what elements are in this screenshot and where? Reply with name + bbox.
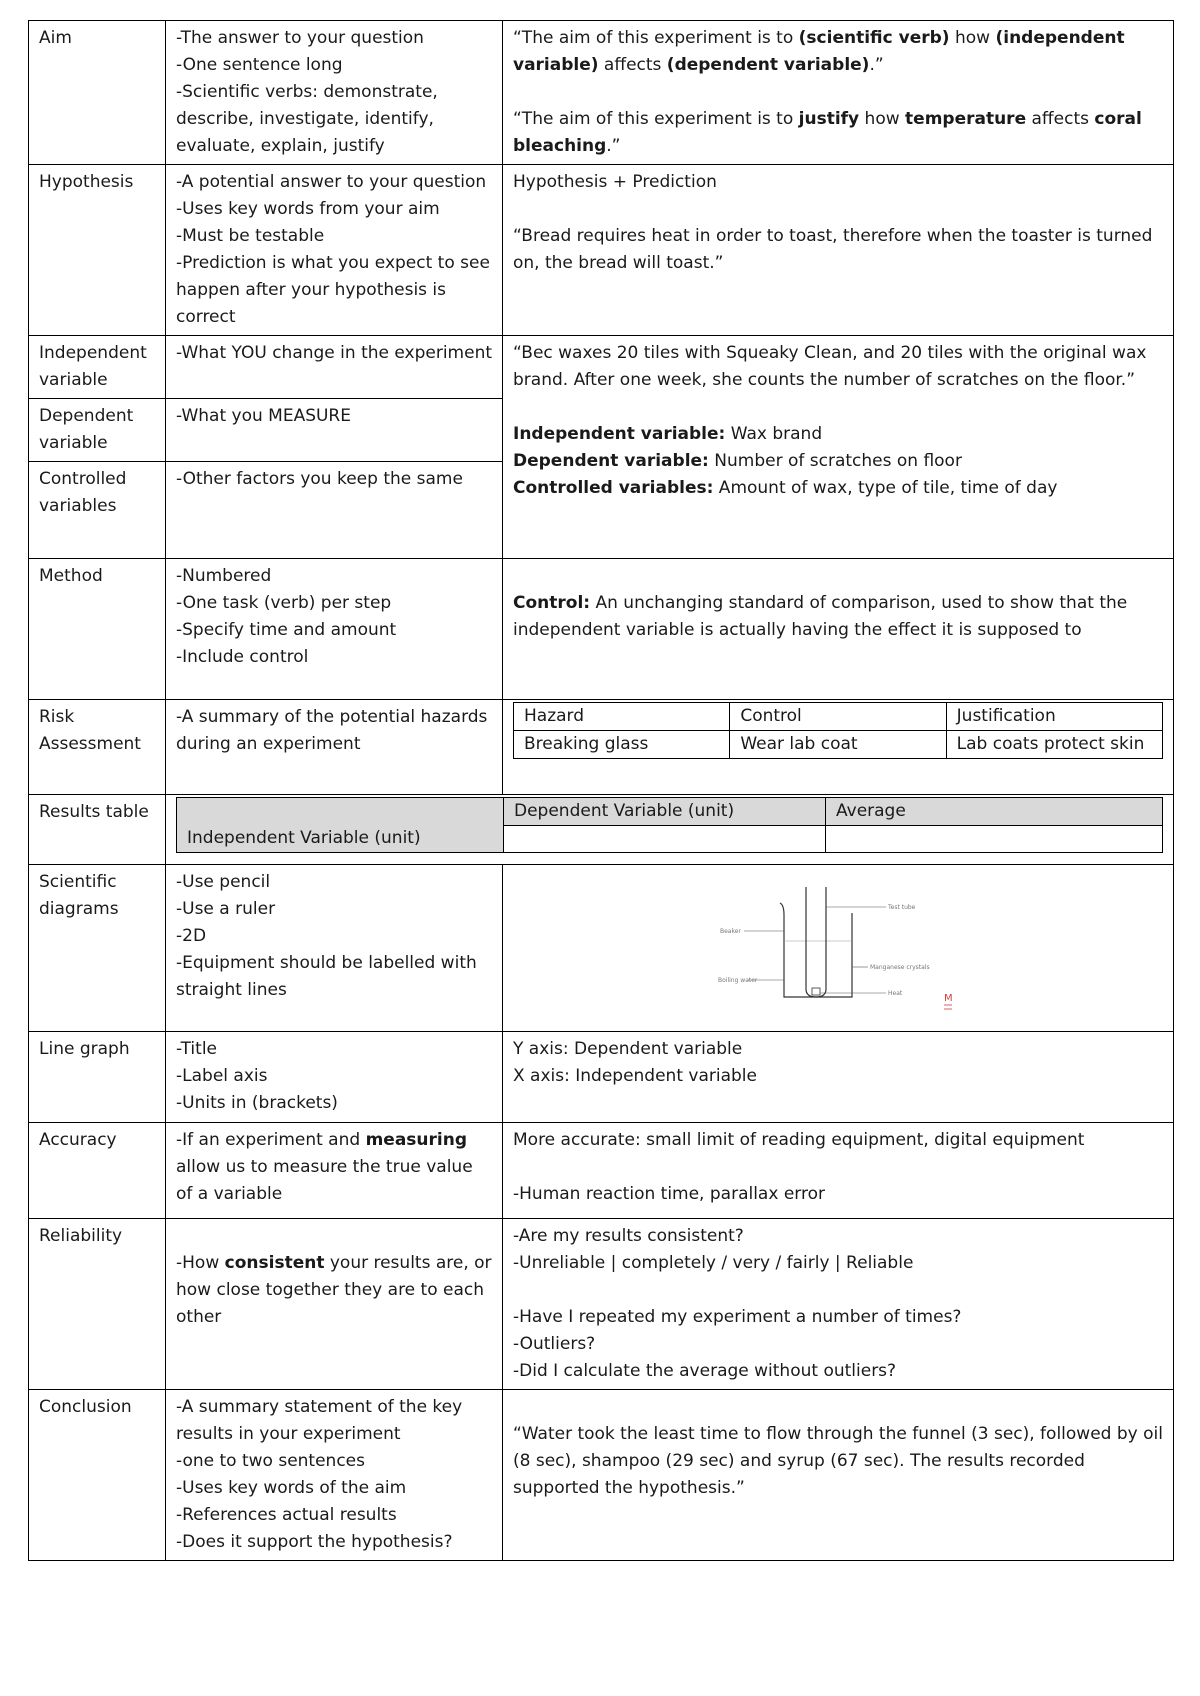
row-reliability <box>29 1219 1174 1390</box>
example-text: “Bec waxes 20 tiles with Squeaky Clean, and 20 tiles with the original wax brand. After one week, she counts the number of scratches on the floor.” <box>513 343 1147 390</box>
header-hazard: Hazard <box>514 703 730 731</box>
example-risk-assessment <box>503 700 1174 795</box>
text: Number of scratches on floor <box>708 451 962 471</box>
desc-line: -Specify time and amount <box>176 620 397 640</box>
table-row <box>177 798 1163 826</box>
row-independent-variable <box>29 336 1174 399</box>
term-reliability: Reliability <box>29 1219 166 1390</box>
text: affects <box>598 55 667 75</box>
row-aim <box>29 21 1174 165</box>
text: Control: <box>513 593 591 613</box>
text: allow us to measure the true value of a variable <box>176 1157 473 1204</box>
row-results-table <box>29 795 1174 865</box>
cell-control: Wear lab coat <box>730 731 946 759</box>
desc-accuracy <box>166 1123 503 1219</box>
header-independent-variable <box>177 798 504 853</box>
text: how <box>949 28 996 48</box>
desc-scientific-diagrams <box>166 865 503 1032</box>
header-control: Control <box>730 703 946 731</box>
desc-line: -Equipment should be labelled with straight lines <box>176 953 477 1000</box>
desc-line: -2D <box>176 926 207 946</box>
term-results-table: Results table <box>29 795 166 865</box>
question-line: -Outliers? <box>513 1334 596 1354</box>
term-controlled-variables: Controlled variables <box>29 462 166 559</box>
cell-justification: Lab coats protect skin <box>946 731 1162 759</box>
text: temperature <box>905 109 1027 129</box>
desc-risk-assessment: -A summary of the potential hazards during an experiment <box>166 700 503 795</box>
risk-table <box>513 702 1163 759</box>
error-sources: -Human reaction time, parallax error <box>513 1184 825 1204</box>
text: Amount of wax, type of tile, time of day <box>713 478 1058 498</box>
term-scientific-diagrams: Scientific diagrams <box>29 865 166 1032</box>
text: measuring <box>365 1130 467 1150</box>
text: (independent variable) <box>513 28 1125 75</box>
diagram-label: Test tube <box>888 904 916 911</box>
desc-line: -One task (verb) per step <box>176 593 392 613</box>
desc-independent-variable: -What YOU change in the experiment <box>166 336 503 399</box>
desc-line: -Use a ruler <box>176 899 276 919</box>
desc-line: -Uses key words of the aim <box>176 1478 407 1498</box>
cell-hazard: Breaking glass <box>514 731 730 759</box>
diagram-logo: M <box>944 993 953 1004</box>
row-risk-assessment <box>29 700 1174 795</box>
desc-line: -Prediction is what you expect to see happen after your hypothesis is correct <box>176 253 490 327</box>
desc-method <box>166 559 503 700</box>
desc-line: -The answer to your question <box>176 28 424 48</box>
question-line: -Have I repeated my experiment a number of times? <box>513 1307 962 1327</box>
cell-empty <box>504 826 826 853</box>
term-risk-assessment: Risk Assessment <box>29 700 166 795</box>
cv-example <box>513 475 1163 502</box>
desc-line-graph <box>166 1032 503 1123</box>
text: -How <box>176 1253 225 1273</box>
reliability-definition <box>176 1250 492 1331</box>
desc-reliability <box>166 1219 503 1390</box>
text: (dependent variable) <box>666 55 870 75</box>
desc-line: -A summary statement of the key results in your experiment <box>176 1397 463 1444</box>
term-dependent-variable: Dependent variable <box>29 399 166 462</box>
iv-example <box>513 421 1163 448</box>
text: (scientific verb) <box>798 28 950 48</box>
accuracy-definition <box>176 1127 492 1208</box>
example-scientific-diagrams <box>503 865 1174 1032</box>
example-title: Hypothesis + Prediction <box>513 172 717 192</box>
question-line: -Did I calculate the average without outliers? <box>513 1361 897 1381</box>
control-definition <box>513 590 1163 644</box>
text: .” <box>869 55 884 75</box>
example-aim <box>503 21 1174 165</box>
desc-line: -Title <box>176 1039 218 1059</box>
desc-line: -Include control <box>176 647 309 667</box>
table-row <box>514 703 1163 731</box>
text: .” <box>606 136 621 156</box>
desc-hypothesis <box>166 165 503 336</box>
desc-conclusion <box>166 1390 503 1561</box>
desc-line: -Does it support the hypothesis? <box>176 1532 453 1552</box>
text: Wax brand <box>725 424 823 444</box>
more-accurate-note: More accurate: small limit of reading equipment, digital equipment <box>513 1130 1085 1150</box>
term-accuracy: Accuracy <box>29 1123 166 1219</box>
example-reliability <box>503 1219 1174 1390</box>
row-scientific-diagrams <box>29 865 1174 1032</box>
diagram-label: Beaker <box>720 928 741 935</box>
question-line: -Unreliable | completely / very / fairly | Reliable <box>513 1253 914 1273</box>
header-dependent-variable: Dependent Variable (unit) <box>504 798 826 826</box>
row-hypothesis <box>29 165 1174 336</box>
desc-line: -Label axis <box>176 1066 268 1086</box>
example-results-table <box>166 795 1174 865</box>
text: how <box>859 109 906 129</box>
text: Independent variable: <box>513 424 726 444</box>
desc-line: -Scientific verbs: demonstrate, describe, investigate, identify, evaluate, explain, justify <box>176 82 438 156</box>
text: “The aim of this experiment is to <box>513 109 799 129</box>
example-method <box>503 559 1174 700</box>
row-line-graph <box>29 1032 1174 1123</box>
text: Dependent variable: <box>513 451 709 471</box>
text: “The aim of this experiment is to <box>513 28 799 48</box>
text: affects <box>1026 109 1095 129</box>
desc-line: -Must be testable <box>176 226 325 246</box>
example-accuracy <box>503 1123 1174 1219</box>
aim-template <box>513 25 1163 79</box>
text: Controlled variables: <box>513 478 714 498</box>
dv-example <box>513 448 1163 475</box>
beaker-diagram-image <box>718 885 958 1015</box>
example-line-graph <box>503 1032 1174 1123</box>
desc-line: -References actual results <box>176 1505 397 1525</box>
example-text: “Water took the least time to flow through the funnel (3 sec), followed by oil (8 sec), shampoo (29 sec) and syrup (67 sec). The results recorded supported the hypothesis.” <box>513 1424 1163 1498</box>
table-row <box>514 731 1163 759</box>
text: consistent <box>224 1253 325 1273</box>
desc-line: -One sentence long <box>176 55 343 75</box>
term-conclusion: Conclusion <box>29 1390 166 1561</box>
y-axis-note: Y axis: Dependent variable <box>513 1039 743 1059</box>
example-conclusion <box>503 1390 1174 1561</box>
term-aim: Aim <box>29 21 166 165</box>
science-reference-sheet <box>28 20 1174 1561</box>
row-conclusion <box>29 1390 1174 1561</box>
text: Independent Variable (unit) <box>187 828 421 848</box>
desc-dependent-variable: -What you MEASURE <box>166 399 503 462</box>
header-justification: Justification <box>946 703 1162 731</box>
aim-example <box>513 106 1163 160</box>
term-method: Method <box>29 559 166 700</box>
desc-line: -Uses key words from your aim <box>176 199 440 219</box>
text: your results are, or how close together they are to each other <box>176 1253 492 1327</box>
text: coral bleaching <box>513 109 1142 156</box>
row-method <box>29 559 1174 700</box>
text: -If an experiment and <box>176 1130 366 1150</box>
example-variables <box>503 336 1174 559</box>
diagram-label: Heat <box>888 990 903 997</box>
desc-line: -Units in (brackets) <box>176 1093 338 1113</box>
row-accuracy <box>29 1123 1174 1219</box>
diagram-label: Manganese crystals <box>870 964 930 971</box>
term-independent-variable: Independent variable <box>29 336 166 399</box>
term-line-graph: Line graph <box>29 1032 166 1123</box>
header-average: Average <box>826 798 1163 826</box>
example-hypothesis <box>503 165 1174 336</box>
desc-line: -Use pencil <box>176 872 271 892</box>
results-template-table <box>176 797 1163 853</box>
desc-line: -Numbered <box>176 566 272 586</box>
cell-empty <box>826 826 1163 853</box>
text: justify <box>798 109 860 129</box>
diagram-label: Boiling water <box>718 977 758 984</box>
x-axis-note: X axis: Independent variable <box>513 1066 757 1086</box>
example-text: “Bread requires heat in order to toast, therefore when the toaster is turned on, the bread will toast.” <box>513 226 1153 273</box>
desc-line: -A potential answer to your question <box>176 172 487 192</box>
desc-line: -one to two sentences <box>176 1451 365 1471</box>
term-hypothesis: Hypothesis <box>29 165 166 336</box>
desc-controlled-variables: -Other factors you keep the same <box>166 462 503 559</box>
desc-aim <box>166 21 503 165</box>
question-line: -Are my results consistent? <box>513 1226 744 1246</box>
text: An unchanging standard of comparison, used to show that the independent variable is actually having the effect it is supposed to <box>513 593 1128 640</box>
